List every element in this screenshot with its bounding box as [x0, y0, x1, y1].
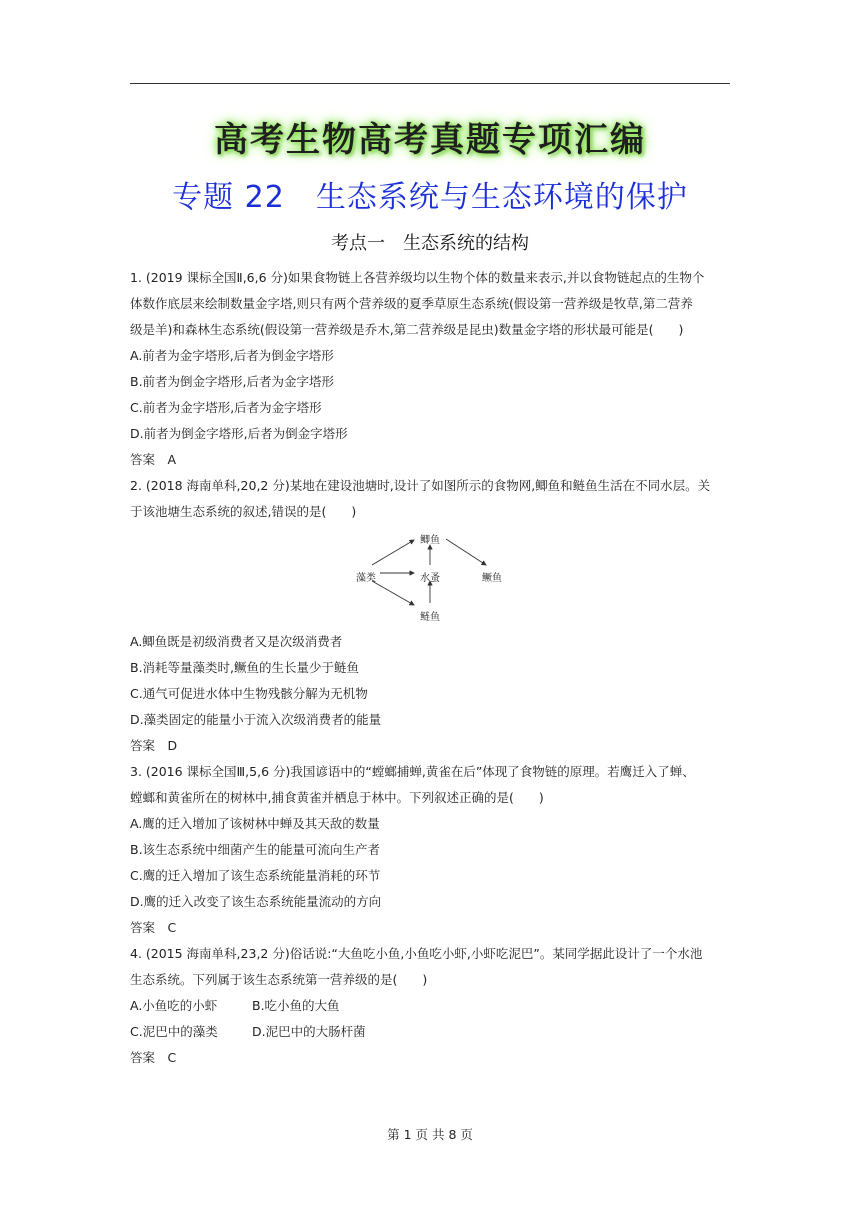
question-list	[130, 265, 730, 1071]
node-silver: 鲢鱼	[420, 612, 440, 623]
options-row	[130, 1019, 730, 1045]
question-stem-line: 4. (2015 海南单科,23,2 分)俗话说:“大鱼吃小鱼,小鱼吃小虾,小虾吃泥巴”。某同学据此设计了一个水池	[130, 946, 703, 961]
options-row	[130, 993, 730, 1019]
option-a: A.鹰的迁入增加了该树林中蝉及其天敌的数量	[130, 816, 380, 831]
option-c: C.通气可促进水体中生物残骸分解为无机物	[130, 686, 368, 701]
question-1	[130, 265, 730, 473]
answer-line: 答案 C	[130, 920, 177, 935]
arrow-algae-to-crucian	[372, 540, 414, 565]
option-b: B.消耗等量藻类时,鳜鱼的生长量少于鲢鱼	[130, 660, 360, 675]
question-stem-line: 生态系统。下列属于该生态系统第一营养级的是( )	[130, 972, 428, 987]
page-footer: 第 1 页 共 8 页	[387, 1127, 473, 1142]
question-stem-line: 2. (2018 海南单科,20,2 分)某地在建设池塘时,设计了如图所示的食物网,鲫鱼和鲢鱼生活在不同水层。关	[130, 478, 711, 493]
node-mandarin: 鳜鱼	[482, 573, 502, 584]
option-a: A.前者为金字塔形,后者为倒金字塔形	[130, 348, 334, 363]
question-3	[130, 759, 730, 941]
option-d: D.前者为倒金字塔形,后者为倒金字塔形	[130, 426, 348, 441]
answer-line: 答案 A	[130, 452, 177, 467]
question-stem-line: 级是羊)和森林生态系统(假设第一营养级是乔木,第二营养级是昆虫)数量金字塔的形状最可能是( )	[130, 322, 684, 337]
arrow-algae-to-silver	[372, 581, 414, 605]
option-a: A.小鱼吃的小虾	[130, 998, 218, 1013]
topic-title: 专题 22 生态系统与生态环境的保护	[172, 180, 688, 215]
option-c: C.鹰的迁入增加了该生态系统能量消耗的环节	[130, 868, 381, 883]
node-zooplankton: 水蚤	[420, 573, 440, 584]
food-web-diagram	[130, 525, 730, 629]
arrow-crucian-to-mandarin	[446, 539, 486, 565]
option-d: D.鹰的迁入改变了该生态系统能量流动的方向	[130, 894, 382, 909]
question-2	[130, 473, 730, 759]
option-b: B.该生态系统中细菌产生的能量可流向生产者	[130, 842, 381, 857]
option-d: D.藻类固定的能量小于流入次级消费者的能量	[130, 712, 382, 727]
option-b: B.吃小鱼的大鱼	[252, 998, 340, 1013]
question-stem-line: 体数作底层来绘制数量金字塔,则只有两个营养级的夏季草原生态系统(假设第一营养级是牧草,第二营养	[130, 296, 693, 311]
collection-banner: 高考生物高考真题专项汇编	[214, 120, 646, 160]
header-rule	[130, 83, 730, 84]
answer-line: 答案 D	[130, 738, 178, 753]
question-stem-line: 于该池塘生态系统的叙述,错误的是( )	[130, 504, 357, 519]
answer-line: 答案 C	[130, 1050, 177, 1065]
option-c: C.泥巴中的藻类	[130, 1024, 218, 1039]
option-d: D.泥巴中的大肠杆菌	[252, 1024, 366, 1039]
option-a: A.鲫鱼既是初级消费者又是次级消费者	[130, 634, 343, 649]
option-c: C.前者为金字塔形,后者为金字塔形	[130, 400, 322, 415]
node-algae: 藻类	[356, 573, 376, 584]
question-4	[130, 941, 730, 1071]
question-stem-line: 螳螂和黄雀所在的树林中,捕食黄雀并栖息于林中。下列叙述正确的是( )	[130, 790, 544, 805]
question-stem-line: 3. (2016 课标全国Ⅲ,5,6 分)我国谚语中的“螳螂捕蝉,黄雀在后”体现了食物链的原理。若鹰迁入了蝉、	[130, 764, 695, 779]
section-heading: 考点一 生态系统的结构	[331, 233, 529, 254]
node-crucian: 鲫鱼	[420, 535, 440, 546]
question-stem-line: 1. (2019 课标全国Ⅱ,6,6 分)如果食物链上各营养级均以生物个体的数量来表示,并以食物链起点的生物个	[130, 270, 705, 285]
option-b: B.前者为倒金字塔形,后者为金字塔形	[130, 374, 335, 389]
